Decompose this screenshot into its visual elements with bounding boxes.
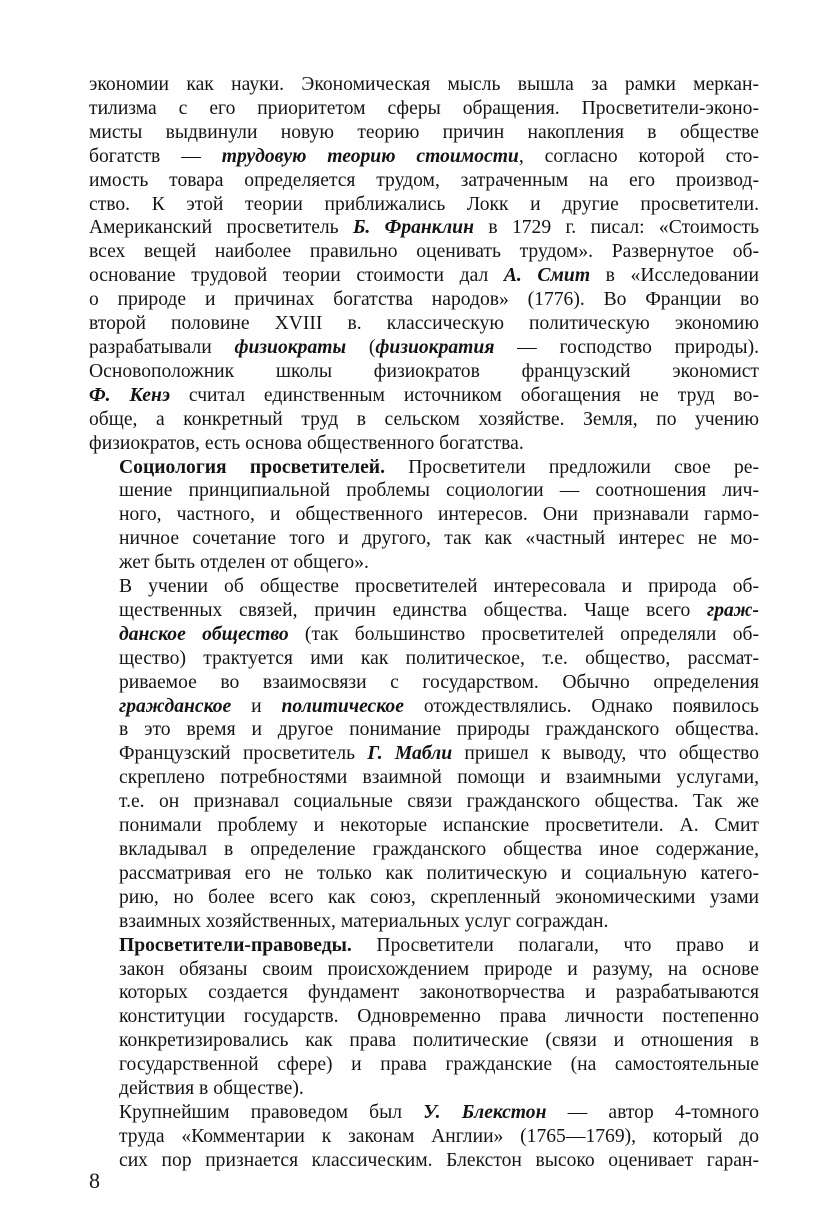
text-run: всех вещей наиболее правильно оценивать трудом». Развернутое об- (89, 241, 759, 263)
text-line (89, 169, 759, 193)
text-run: закон обязаны своим происхождением природе и разуму, на основе (119, 958, 759, 980)
text-line (89, 575, 759, 599)
text-line (89, 503, 759, 527)
text-line (89, 456, 759, 480)
text-line (89, 814, 759, 838)
text-run: (так большинство просветителей определяли об- (288, 623, 759, 645)
text-run: государственной сфере) и права гражданские (на самостоятельные (119, 1054, 759, 1076)
text-line (89, 264, 759, 288)
text-run: обще, а конкретный труд в сельском хозяйстве. Земля, по учению (89, 408, 759, 430)
text-run: Просветители полагали, что право и (351, 934, 759, 956)
text-line (89, 1029, 759, 1053)
emphasis-run: У. Блекстон (423, 1101, 547, 1123)
text-run: в 1729 г. писал: «Стоимость (473, 217, 759, 239)
text-run: отождествлялись. Однако появилось (403, 695, 759, 717)
text-run: конкретизировались как права политические (связи и отношения в (119, 1030, 759, 1052)
text-run: Крупнейшим правоведом был (119, 1101, 424, 1123)
text-line (89, 886, 759, 910)
text-run: Основоположник школы физиократов французский экономист (89, 360, 759, 382)
text-line (89, 862, 759, 886)
text-run: скреплено потребностями взаимной помощи и взаимными услугами, (119, 767, 759, 789)
text-run: ство. К этой теории приближались Локк и другие просветители. (89, 193, 759, 215)
text-line (89, 599, 759, 623)
text-run: сих пор признается классическим. Блекстон высоко оценивает гаран- (119, 1149, 759, 1171)
text-line (89, 336, 759, 360)
text-line (89, 193, 759, 217)
text-run: тилизма с его приоритетом сферы обращения. Просветители-эконо- (89, 97, 759, 119)
text-run: о природе и причинах богатства народов» (1776). Во Франции во (89, 289, 759, 311)
text-run: ( (346, 336, 376, 358)
text-line (89, 838, 759, 862)
text-run: имость товара определяется трудом, затраченным на его производ- (89, 169, 759, 191)
text-line (89, 981, 759, 1005)
text-run: вкладывал в определение гражданского общества иное содержание, (119, 839, 759, 860)
text-line (89, 288, 759, 312)
text-run: т.е. он признавал социальные связи гражданского общества. Так же (119, 791, 759, 813)
text-run: в «Исследовании (590, 265, 759, 287)
text-line (89, 1005, 759, 1029)
text-line (89, 647, 759, 671)
text-line (89, 479, 759, 503)
text-run: в это время и другое понимание природы гражданского общества. (119, 719, 759, 741)
text-run: мисты выдвинули новую теорию причин накопления в обществе (89, 121, 759, 143)
text-run: ничное сочетание того и другого, так как «частный интерес не мо- (119, 528, 759, 550)
text-line (89, 216, 759, 240)
text-line (89, 742, 759, 766)
emphasis-run: Социология просветителей. (119, 456, 385, 478)
text-run: понимали проблему и некоторые испанские просветители. А. Смит (119, 815, 759, 837)
paragraph-p3 (89, 575, 759, 934)
emphasis-run: трудовую теорию стоимости (221, 145, 519, 167)
text-line (89, 910, 759, 934)
text-run: щество) трактуется ими как политическое, т.е. общество, рассмат- (119, 647, 759, 669)
text-run: — господство природы). (494, 336, 759, 358)
text-line (89, 790, 759, 814)
text-line (89, 1053, 759, 1077)
text-line (89, 551, 759, 575)
emphasis-run: данское общество (119, 623, 289, 645)
text-run: риваемое во взаимосвязи с государством. Обычно определения (119, 671, 759, 693)
text-run: Просветители предложили свое ре- (384, 456, 759, 478)
text-line (89, 73, 759, 97)
emphasis-run: гражданское (119, 695, 232, 717)
text-line (89, 312, 759, 336)
emphasis-run: Ф. Кенэ (89, 384, 170, 406)
text-line (89, 1125, 759, 1149)
paragraph-p2 (89, 456, 759, 576)
text-run: жет быть отделен от общего». (119, 552, 369, 574)
text-line (89, 145, 759, 169)
emphasis-run: Г. Мабли (367, 743, 453, 765)
emphasis-run: политическое (281, 695, 404, 717)
text-run: шение принципиальной проблемы социологии — соотношения лич- (119, 480, 759, 502)
text-line (89, 97, 759, 121)
emphasis-run: физиократия (375, 336, 495, 358)
text-run: пришел к выводу, что общество (452, 743, 759, 765)
text-run: Американский просветитель (89, 217, 353, 239)
text-run: второй половине XVIII в. классическую политическую экономию (89, 313, 759, 335)
paragraph-p5 (89, 1101, 759, 1173)
text-line (89, 432, 759, 456)
text-line (89, 527, 759, 551)
text-run: труда «Комментарии к законам Англии» (1765—1769), который до (119, 1125, 759, 1147)
text-run: и (231, 695, 282, 717)
text-line (89, 766, 759, 790)
text-run: основание трудовой теории стоимости дал (89, 265, 504, 287)
text-line (89, 695, 759, 719)
text-run: , согласно которой сто- (518, 145, 759, 167)
text-run: Французский просветитель (119, 743, 368, 765)
text-line (89, 1101, 759, 1125)
paragraph-p1 (89, 73, 759, 456)
page-number: 8 (89, 1168, 100, 1193)
emphasis-run: физиократы (234, 336, 347, 358)
text-run: В учении об обществе просветителей интересовала и природа об- (119, 576, 759, 598)
text-run: конституции государств. Одновременно права личности постепенно (119, 1006, 759, 1028)
text-line (89, 623, 759, 647)
text-line (89, 1149, 759, 1173)
text-run: рию, но более всего как союз, скрепленный экономическими узами (119, 886, 759, 908)
emphasis-run: граж- (706, 599, 759, 621)
body-text (89, 73, 759, 1173)
text-line (89, 240, 759, 264)
text-line (89, 958, 759, 982)
text-run: разрабатывали (89, 336, 235, 358)
text-run: взаимных хозяйственных, материальных услуг сограждан. (119, 910, 609, 932)
text-run: рассматривая его не только как политическую и социальную катего- (119, 862, 759, 884)
text-run: — автор 4-томного (546, 1101, 759, 1123)
text-run: считал единственным источником обогащения не труд во- (169, 384, 759, 406)
text-run: которых создается фундамент законотворчества и разрабатываются (119, 982, 759, 1004)
text-run: физиократов, есть основа общественного богатства. (89, 432, 524, 454)
paragraph-p4 (89, 934, 759, 1101)
text-run: ного, частного, и общественного интересов. Они признавали гармо- (119, 504, 759, 526)
text-run: экономии как науки. Экономическая мысль вышла за рамки меркан- (89, 74, 759, 95)
text-line (89, 718, 759, 742)
text-run: действия в обществе). (119, 1078, 304, 1100)
text-line (89, 934, 759, 958)
text-line (89, 671, 759, 695)
emphasis-run: А. Смит (503, 265, 591, 287)
text-line (89, 384, 759, 408)
text-line (89, 360, 759, 384)
text-line (89, 1077, 759, 1101)
text-run: щественных связей, причин единства общества. Чаще всего (119, 599, 707, 621)
text-line (89, 408, 759, 432)
text-run: богатств — (89, 145, 222, 167)
text-line (89, 121, 759, 145)
emphasis-run: Б. Франклин (352, 217, 474, 239)
emphasis-run: Просветители-правоведы. (119, 934, 352, 956)
